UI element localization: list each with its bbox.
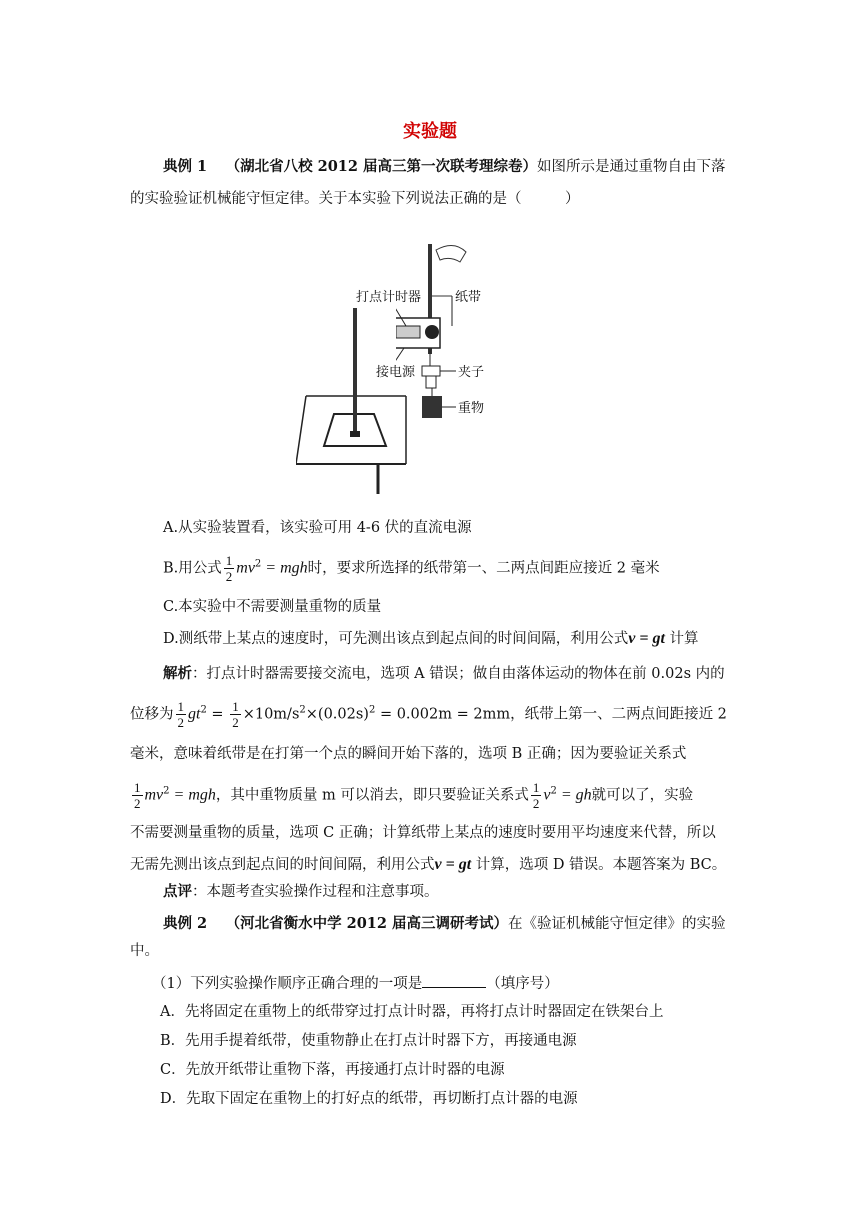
- ex2-source: （河北省衡水中学 2012 届高三调研考试）: [225, 915, 509, 932]
- formula-mv: mv: [236, 559, 255, 577]
- ex2-sub1-post: （填序号）: [486, 976, 559, 992]
- formula-mgh: = mgh: [261, 559, 308, 577]
- ex2-option-a: A．先将固定在重物上的纸带穿过打点计时器，再将打点计时器固定在铁架台上: [160, 1004, 664, 1020]
- frac-den: 2: [232, 715, 239, 730]
- analysis-a2-post: ，纸带上第一、二两点间距接近 2: [510, 706, 727, 723]
- analysis-line-6: [130, 855, 726, 875]
- answer-blank[interactable]: [422, 973, 486, 988]
- frac-den: 2: [134, 796, 141, 811]
- frac-den: 2: [177, 715, 184, 730]
- label-weight: 重物: [458, 400, 485, 415]
- fraction-half: [132, 780, 143, 811]
- analysis-a4-mid: ，其中重物质量 m 可以消去，即只要验证关系式: [215, 787, 529, 804]
- analysis-label: 解析: [163, 665, 192, 682]
- ex2-question-line-1: [163, 914, 726, 934]
- exp: 2: [254, 558, 262, 570]
- ex2-q1: 在《验证机械能守恒定律》的实验: [508, 916, 726, 932]
- frac-num: 1: [177, 699, 184, 714]
- ex2-label: 典例 2: [163, 915, 208, 932]
- ex1-q2: 的实验验证机械能守恒定律。关于本实验下列说法正确的是（ ）: [130, 191, 580, 207]
- fraction-half: [531, 780, 542, 811]
- ex1-question-line-1: [163, 157, 726, 177]
- label-tape: 纸带: [455, 289, 482, 304]
- ex1-option-b: [163, 553, 660, 584]
- calc-part: ×10m/s: [242, 706, 300, 723]
- comment-text: ：本题考查实验操作过程和注意事项。: [192, 884, 439, 900]
- analysis-text-1: ：打点计时器需要接交流电，选项 A 错误；做自由落体运动的物体在前 0.02s 内的: [192, 666, 725, 682]
- label-power: 接电源: [376, 364, 416, 379]
- exp: 2: [163, 785, 170, 797]
- analysis-a2-pre: 位移为: [130, 706, 174, 723]
- ex2-q2: 中。: [130, 943, 159, 959]
- frac-num: 1: [232, 699, 239, 714]
- label-clip: 夹子: [458, 364, 485, 379]
- frac-num: 1: [532, 780, 540, 795]
- ex1-q1: 如图所示是通过重物自由下落: [537, 159, 726, 175]
- ex1-option-d: [163, 629, 699, 649]
- ex1-label: 典例 1: [163, 158, 208, 175]
- exp: 2: [550, 785, 557, 797]
- analysis-line-1: [163, 664, 725, 684]
- analysis-a6-pre: 无需先测出该点到起点间的时间间隔，利用公式: [130, 857, 435, 873]
- ex2-option-c: C．先放开纸带让重物下落，再接通打点计时器的电源: [160, 1062, 505, 1078]
- ex1-source: （湖北省八校 2012 届高三第一次联考理综卷）: [225, 158, 538, 175]
- ex1-option-c: C.本实验中不需要测量重物的质量: [163, 599, 382, 615]
- analysis-line-2: [130, 699, 727, 730]
- fraction-half: [224, 553, 235, 584]
- fraction-half: [230, 699, 241, 730]
- ex2-option-d: D．先取下固定在重物上的打好点的纸带，再切断打点计器的电源: [160, 1091, 578, 1107]
- ex1-option-b-post: 时，要求所选择的纸带第一、二两点间距应接近 2 毫米: [307, 560, 660, 577]
- ex2-option-b: B．先用手提着纸带，使重物静止在打点计时器下方，再接通电源: [160, 1033, 577, 1049]
- formula-v-gt: v = gt: [628, 630, 665, 647]
- frac-den: 2: [532, 796, 540, 811]
- analysis-line-5: 不需要测量重物的质量，选项 C 正确；计算纸带上某点的速度时要用平均速度来代替，所以: [130, 825, 716, 841]
- ex1-option-d-pre: D.测纸带上某点的速度时，可先测出该点到起点间的时间间隔，利用公式: [163, 631, 629, 647]
- frac-num: 1: [134, 780, 141, 795]
- eq-sign: =: [206, 706, 229, 723]
- ex2-sub1-pre: （1）下列实验操作顺序正确合理的一项是: [152, 976, 423, 992]
- ex1-option-b-pre: B.用公式: [163, 560, 222, 577]
- formula-mgh: = mgh: [169, 786, 216, 804]
- ex2-sub1: [152, 973, 559, 994]
- exp: 2: [368, 704, 376, 716]
- ex1-option-a: A.从实验装置看，该实验可用 4-6 伏的直流电源: [163, 520, 472, 536]
- comment-line: [163, 882, 439, 902]
- fraction-half: [176, 699, 187, 730]
- analysis-line-3: 毫米，意味着纸带是在打第一个点的瞬间开始下落的，选项 B 正确；因为要验证关系式: [130, 746, 687, 762]
- analysis-a4-post: 就可以了，实验: [591, 787, 694, 804]
- frac-den: 2: [225, 569, 233, 584]
- formula-v-gt: v = gt: [434, 856, 472, 873]
- formula-gh: = gh: [556, 786, 592, 804]
- formula-mv: mv: [144, 786, 164, 804]
- page-title: 实验题: [403, 121, 457, 142]
- exp: 2: [299, 704, 306, 716]
- formula-gt: gt: [188, 705, 201, 723]
- analysis-line-4: [130, 780, 693, 811]
- calc-part: = 0.002m = 2mm: [375, 706, 511, 723]
- frac-num: 1: [225, 553, 233, 568]
- ex1-option-d-post: 计算: [669, 631, 699, 647]
- formula-v: v: [543, 786, 551, 804]
- analysis-a6-post: 计算，选项 D 错误。本题答案为 BC。: [475, 857, 727, 873]
- comment-label: 点评: [163, 883, 192, 900]
- exp: 2: [200, 704, 207, 716]
- label-timer: 打点计时器: [356, 289, 422, 304]
- calc-part: ×(0.02s): [305, 706, 369, 723]
